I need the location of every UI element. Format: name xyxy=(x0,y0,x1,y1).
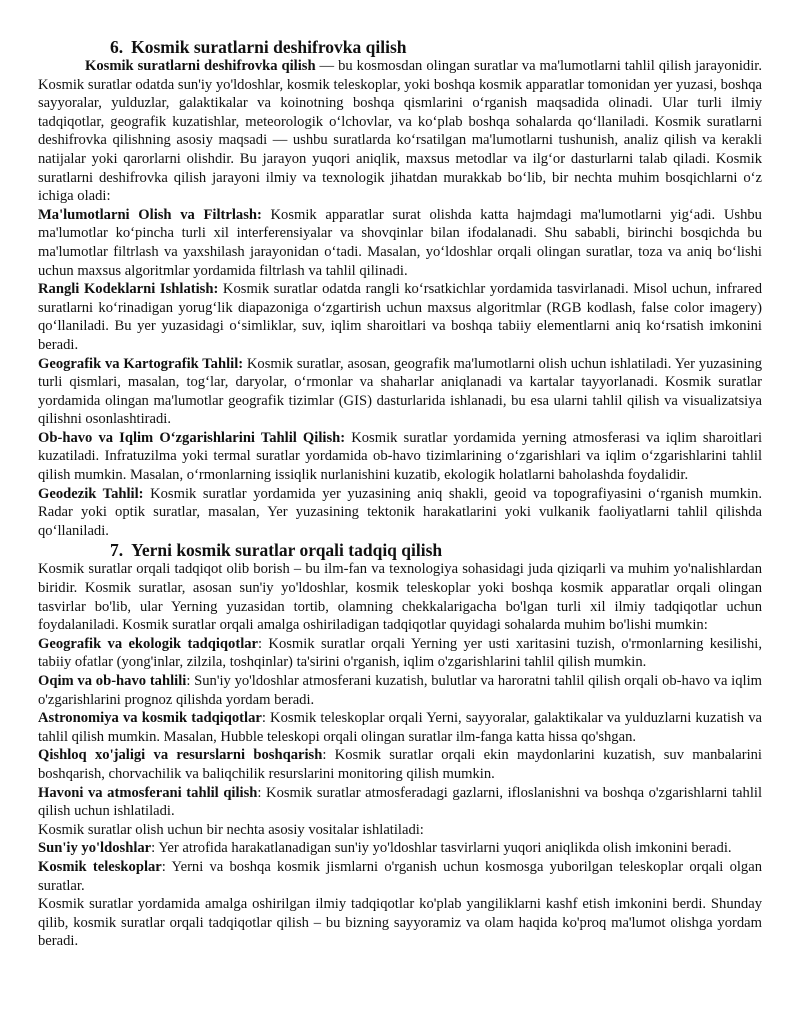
item-text: : Kosmik teleskoplar orqali Yerni, sayyoralar, galaktikalar va yulduzlarni kuzatish va tahlil qilish mumkin. Masalan, Hubble teleskopi orqali olingan suratlar ilm-fanga katta hissa qo'shgan. xyxy=(38,710,763,745)
item-term: Geodezik Tahlil: xyxy=(38,485,144,502)
section-6-heading xyxy=(38,37,762,57)
item-term: Qishloq xo'jaligi va resurslarni boshqarish xyxy=(38,747,323,764)
s7-tool-telescopes xyxy=(38,858,762,895)
section-7-number: 7. xyxy=(110,540,124,561)
item-term: Geografik va Kartografik Tahlil: xyxy=(38,355,244,372)
intro-text: — bu kosmosdan olingan suratlar va ma'lumotlarni tahlil qilish jarayonidir. Kosmik suratlar odatda sun'iy yo'ldoshlar, kosmik teleskoplar, yoki boshqa kosmik apparatlar tomonidan yer yuzasi, boshqa sayyoralar, yulduzlar, galaktikalar va koinotning boshqa qismlarini oʻrganish maqsadida olinadi. Ular turli ilmiy tadqiqotlar, geografik kuzatishlar, meteorologik oʻlchovlar, va koʻplab boshqa sohalarda qoʻllaniladi. Kosmik suratlarni deshifrovka qilishning asosiy maqsadi — ushbu suratlarda koʻrsatilgan ma'lumotlarni tushunish, analiz qilish va kerakli natijalar yoki qarorlarni olishdir. Bu jarayon yuqori aniqlik, maxsus metodlar va ilgʻor dasturlarni talab qiladi. Kosmik suratlarni deshifrovka qilish jarayoni ilmiy va texnologik jihatdan murakkab boʻlib, bir nechta muhim bosqichlarni oʻz ichiga oladi: xyxy=(38,58,762,205)
s7-item-astronomy xyxy=(38,709,762,746)
s6-item-geodetic-analysis xyxy=(38,485,762,541)
s7-item-atmosphere xyxy=(38,784,762,821)
item-text: : Kosmik suratlar atmosferadagi gazlarni, ifloslanishni va boshqa o'zgarishlarni tahlil qilish uchun ishlatiladi. xyxy=(38,784,762,820)
s6-item-weather-climate xyxy=(38,429,762,485)
item-term: Astronomiya va kosmik tadqiqotlar xyxy=(38,710,262,727)
s7-tools-intro: Kosmik suratlar olish uchun bir nechta asosiy vositalar ishlatiladi: xyxy=(38,821,424,838)
section-7-heading xyxy=(38,540,762,560)
s7-item-weather xyxy=(38,672,762,709)
s7-item-geo-eco xyxy=(38,635,762,672)
item-term: Havoni va atmosferani tahlil qilish xyxy=(38,784,258,801)
item-text: : Kosmik suratlar orqali Yerning yer usti xaritasini tuzish, o'rmonlarning kesilishi, tabiiy ofatlar (yong'inlar, zilzila, toshqinlar) ta'sirini o'rganish, iqlim o'zgarishlarini tahlil qilish mumkin. xyxy=(38,635,762,671)
item-term: Geografik va ekologik tadqiqotlar xyxy=(38,635,259,652)
item-term: Ob-havo va Iqlim Oʻzgarishlarini Tahlil Qilish: xyxy=(38,429,346,446)
intro-term: Kosmik suratlarni deshifrovka qilish xyxy=(85,58,316,74)
item-text: Kosmik suratlar, asosan, geografik ma'lumotlarni olish uchun ishlatiladi. Yer yuzasining turli qismlari, masalan, togʻlar, daryolar, oʻrmonlar va shaharlar aniqlanadi va kartalar tayyorlanadi. Kosmik suratlar yordamida olingan ma'lumotlar geografik tizimlar (GIS) dasturlarida ishlanadi, bu esa ularni tahlil qilish va visualizatsiya qilishni osonlashtiradi. xyxy=(38,355,763,428)
tool-text: : Yer atrofida harakatlanadigan sun'iy yo'ldoshlar tasvirlarni yuqori aniqlikda olish imkonini beradi. xyxy=(151,840,732,857)
tool-term: Kosmik teleskoplar xyxy=(38,858,162,875)
item-text: Kosmik suratlar yordamida yerning atmosferasi va iqlim sharoitlari kuzatiladi. Infratuzilma yoki termal suratlar yordamida ob-havo tizimlarining oʻzgarishlari va iqlim oʻzgarishlarini tahlil qilish mumkin. Masalan, oʻrmonlarning issiqlik nurlanishini kuzatib, ekologik holatlarni baholashda foydalidir. xyxy=(38,429,762,484)
item-text: Kosmik apparatlar surat olishda katta hajmdagi ma'lumotlarni yigʻadi. Ushbu ma'lumotlar koʻpincha turli xil interferensiyalar va shovqinlar bilan ifodalanadi. Shu sababli, birinchi bosqichda bu ma'lumotlar filtrlash va yaxshilash jarayonidan oʻtadi. Masalan, yoʻldoshlar orqali olingan suratlar, toza va aniq boʻlishi uchun maxsus algoritmlar yordamida filtrlash va tahlil qilinadi. xyxy=(38,206,762,279)
item-term: Ma'lumotlarni Olish va Filtrlash: xyxy=(38,206,262,223)
s6-item-data-filtering xyxy=(38,206,762,280)
tool-term: Sun'iy yo'ldoshlar xyxy=(38,840,152,857)
s7-item-agriculture xyxy=(38,746,762,783)
s7-tool-satellites xyxy=(38,839,762,858)
section-6-number: 6. xyxy=(110,37,124,57)
item-text: : Sun'iy yo'ldoshlar atmosferani kuzatish, bulutlar va haroratni tahlil qilish orqali ob-havo va iqlim o'zgarishlarini prognoz qilishda yordam beradi. xyxy=(38,673,762,708)
section-7-intro: Kosmik suratlar orqali tadqiqot olib borish – bu ilm-fan va texnologiya sohasidagi juda qiziqarli va muhim yo'nalishlardan biridir. Kosmik suratlar, asosan sun'iy yo'ldoshlar, kosmik teleskoplar yoki boshqa kosmik apparatlar orqali olingan tasvirlar bo'lib, ular Yerning yuzasidan tortib, olamning chekkalarigacha bo'lgan turli xil ilmiy tadqiqotlar uchun foydalaniladi. Kosmik suratlar orqali amalga oshiriladigan tadqiqotlar quyidagi sohalarda muhim bo'lishi mumkin: xyxy=(38,561,762,634)
section-6-intro xyxy=(38,57,762,206)
s7-conclusion: Kosmik suratlar yordamida amalga oshirilgan ilmiy tadqiqotlar ko'plab yangiliklarni kashf etish imkonini berdi. Shunday qilib, kosmik suratlar orqali tadqiqotlar qilish – bu bizning sayyoramiz va olam haqida ko'proq ma'lumot olishga yordam beradi. xyxy=(38,896,762,950)
item-term: Oqim va ob-havo tahlili xyxy=(38,673,187,689)
item-term: Rangli Kodeklarni Ishlatish: xyxy=(38,281,219,298)
item-text: Kosmik suratlar odatda rangli koʻrsatkichlar yordamida tasvirlanadi. Misol uchun, infrared suratlarni koʻrinadigan yorugʻlik diapazoniga oʻzgartirish uchun maxsus algoritmlar (RGB kodlash, false color imagery) qoʻllaniladi. Bu yer yuzasidagi oʻsimliklar, suv, iqlim sharoitlari va boshqa tabiiy elementlarni aniq koʻrsatish imkonini beradi. xyxy=(38,281,762,353)
item-text: : Kosmik suratlar orqali ekin maydonlarini kuzatish, suv manbalarini boshqarish, chorvachilik va baliqchilik resurslarini monitoring qilish mumkin. xyxy=(38,747,762,782)
s6-item-color-codecs xyxy=(38,280,762,354)
tool-text: : Yerni va boshqa kosmik jismlarni o'rganish uchun kosmosga yuborilgan teleskoplar orqali olgan suratlar. xyxy=(38,858,762,894)
section-7-title: Yerni kosmik suratlar orqali tadqiq qilish xyxy=(131,540,443,561)
s6-item-geographic-analysis xyxy=(38,355,762,429)
section-6-title: Kosmik suratlarni deshifrovka qilish xyxy=(131,37,407,57)
item-text: Kosmik suratlar yordamida yer yuzasining aniq shakli, geoid va topografiyasini oʻrganish mumkin. Radar yoki optik suratlar, masalan, Yer yuzasining tektonik harakatlarini yoki vulkanik faoliyatlarni tahlil qilishda qoʻllaniladi. xyxy=(38,485,762,539)
